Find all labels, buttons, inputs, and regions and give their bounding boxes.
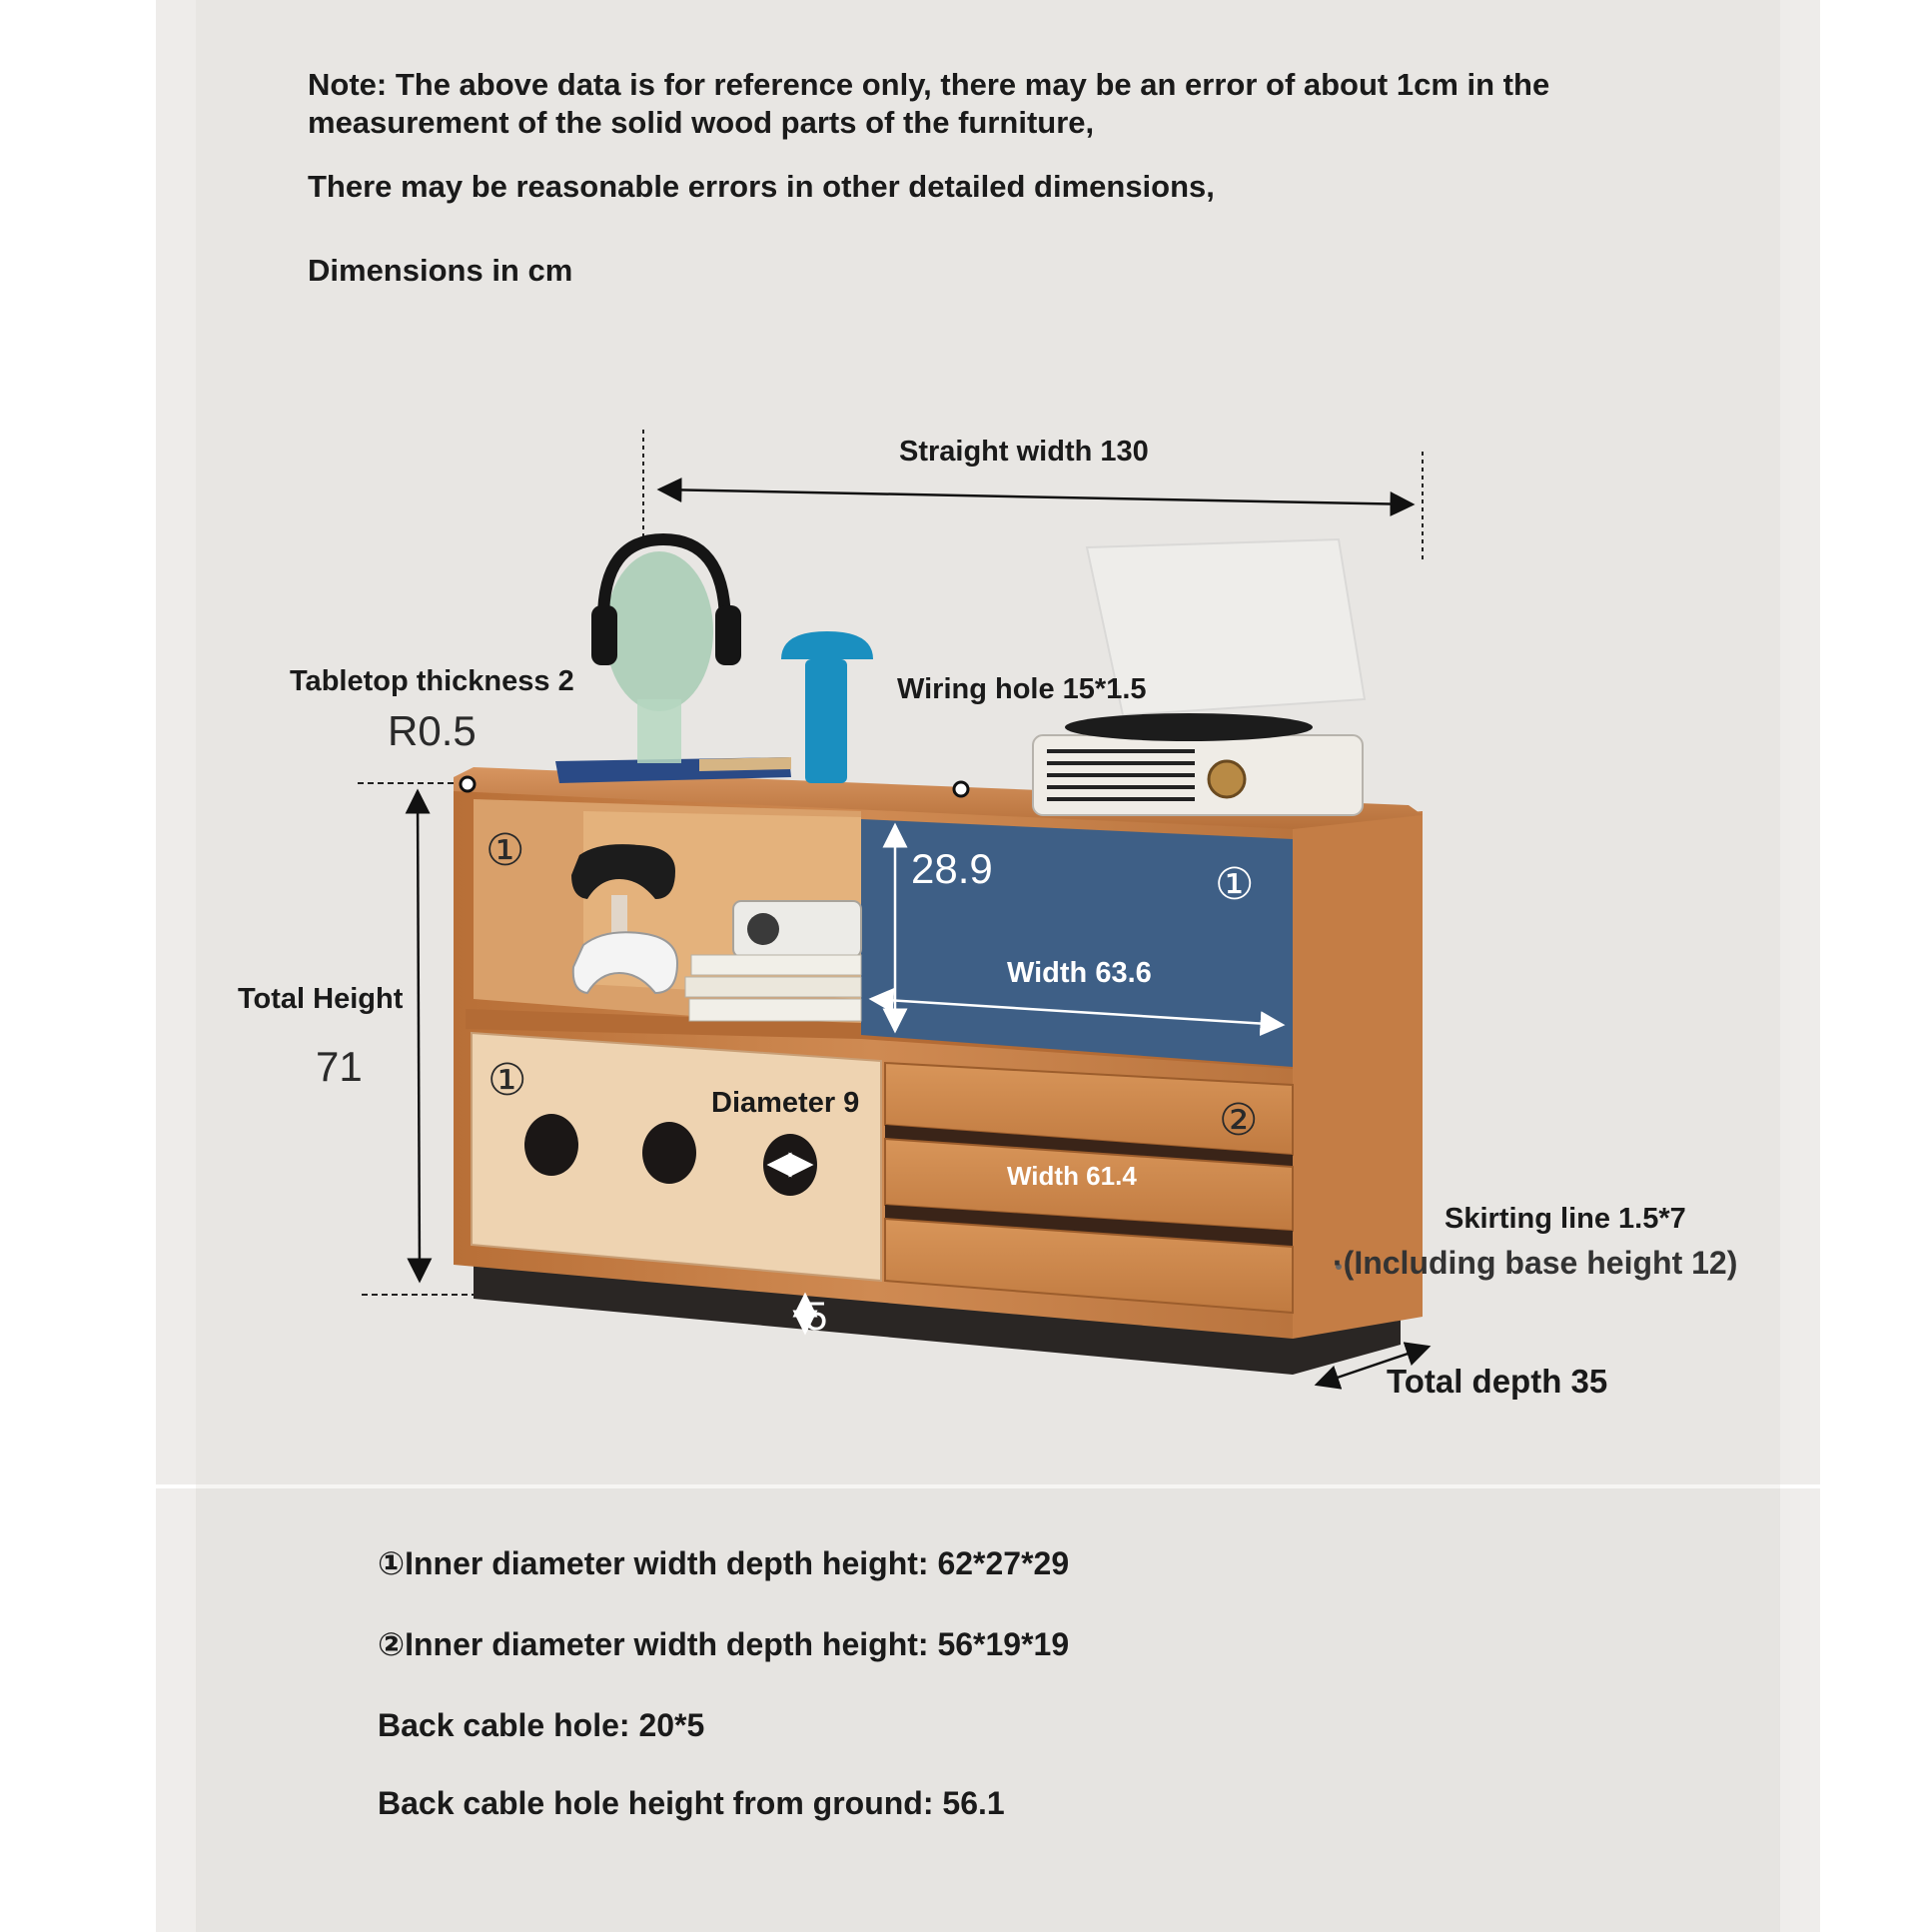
radius-corner-marker [461,777,475,791]
turntable-knob-prop [1209,761,1245,797]
base-height-label: ·(Including base height 12) [1333,1245,1738,1281]
books-prop [685,977,861,997]
spec-compartment-1: ①Inner diameter width depth height: 62*27*29 [378,1545,1070,1581]
diameter-label: Diameter 9 [711,1087,860,1119]
compartment-marker-1: ① [487,1056,527,1105]
wiring-hole-label: Wiring hole 15*1.5 [897,673,1147,705]
projector-lens-prop [747,913,779,945]
upper-width-label: Width 63.6 [1007,957,1152,989]
glass-head-prop [605,551,713,711]
base-gap-label: 5 [805,1295,828,1339]
books-prop [699,757,791,771]
door-height-label: 28.9 [911,845,993,892]
glass-neck-prop [637,699,681,763]
cable-hole [642,1122,696,1184]
compartment-marker-1: ① [1215,860,1255,909]
headphones-prop [591,605,617,665]
spec-compartment-2: ②Inner diameter width depth height: 56*19*19 [378,1626,1070,1662]
note-reference: Note: The above data is for reference only, there may be an error of about 1cm in the measurement of the solid wood parts of the furniture, [308,67,1550,140]
total-height-value: 71 [316,1043,363,1090]
books-prop [689,999,861,1021]
radius-label: R0.5 [388,707,477,754]
wiring-hole-marker [954,782,968,796]
compartment-marker-1: ① [485,826,525,875]
skirting-line-label: Skirting line 1.5*7 [1445,1203,1686,1235]
drawer-width-label: Width 61.4 [1007,1161,1137,1191]
headphones-prop [715,605,741,665]
total-depth-label: Total depth 35 [1387,1363,1608,1400]
note-units: Dimensions in cm [308,253,573,288]
tabletop-thickness-label: Tabletop thickness 2 [290,665,574,697]
note-errors: There may be reasonable errors in other detailed dimensions, [308,169,1215,204]
books-prop [691,955,861,975]
straight-width-label: Straight width 130 [899,436,1149,468]
compartment-marker-2: ② [1219,1096,1259,1145]
cable-hole [524,1114,578,1176]
record-prop [1065,713,1313,741]
lamp-prop [781,631,873,659]
spec-cable-hole-height: Back cable hole height from ground: 56.1 [378,1785,1005,1821]
total-height-label: Total Height [238,983,404,1015]
lamp-prop [805,659,847,783]
spec-back-cable-hole: Back cable hole: 20*5 [378,1707,705,1743]
